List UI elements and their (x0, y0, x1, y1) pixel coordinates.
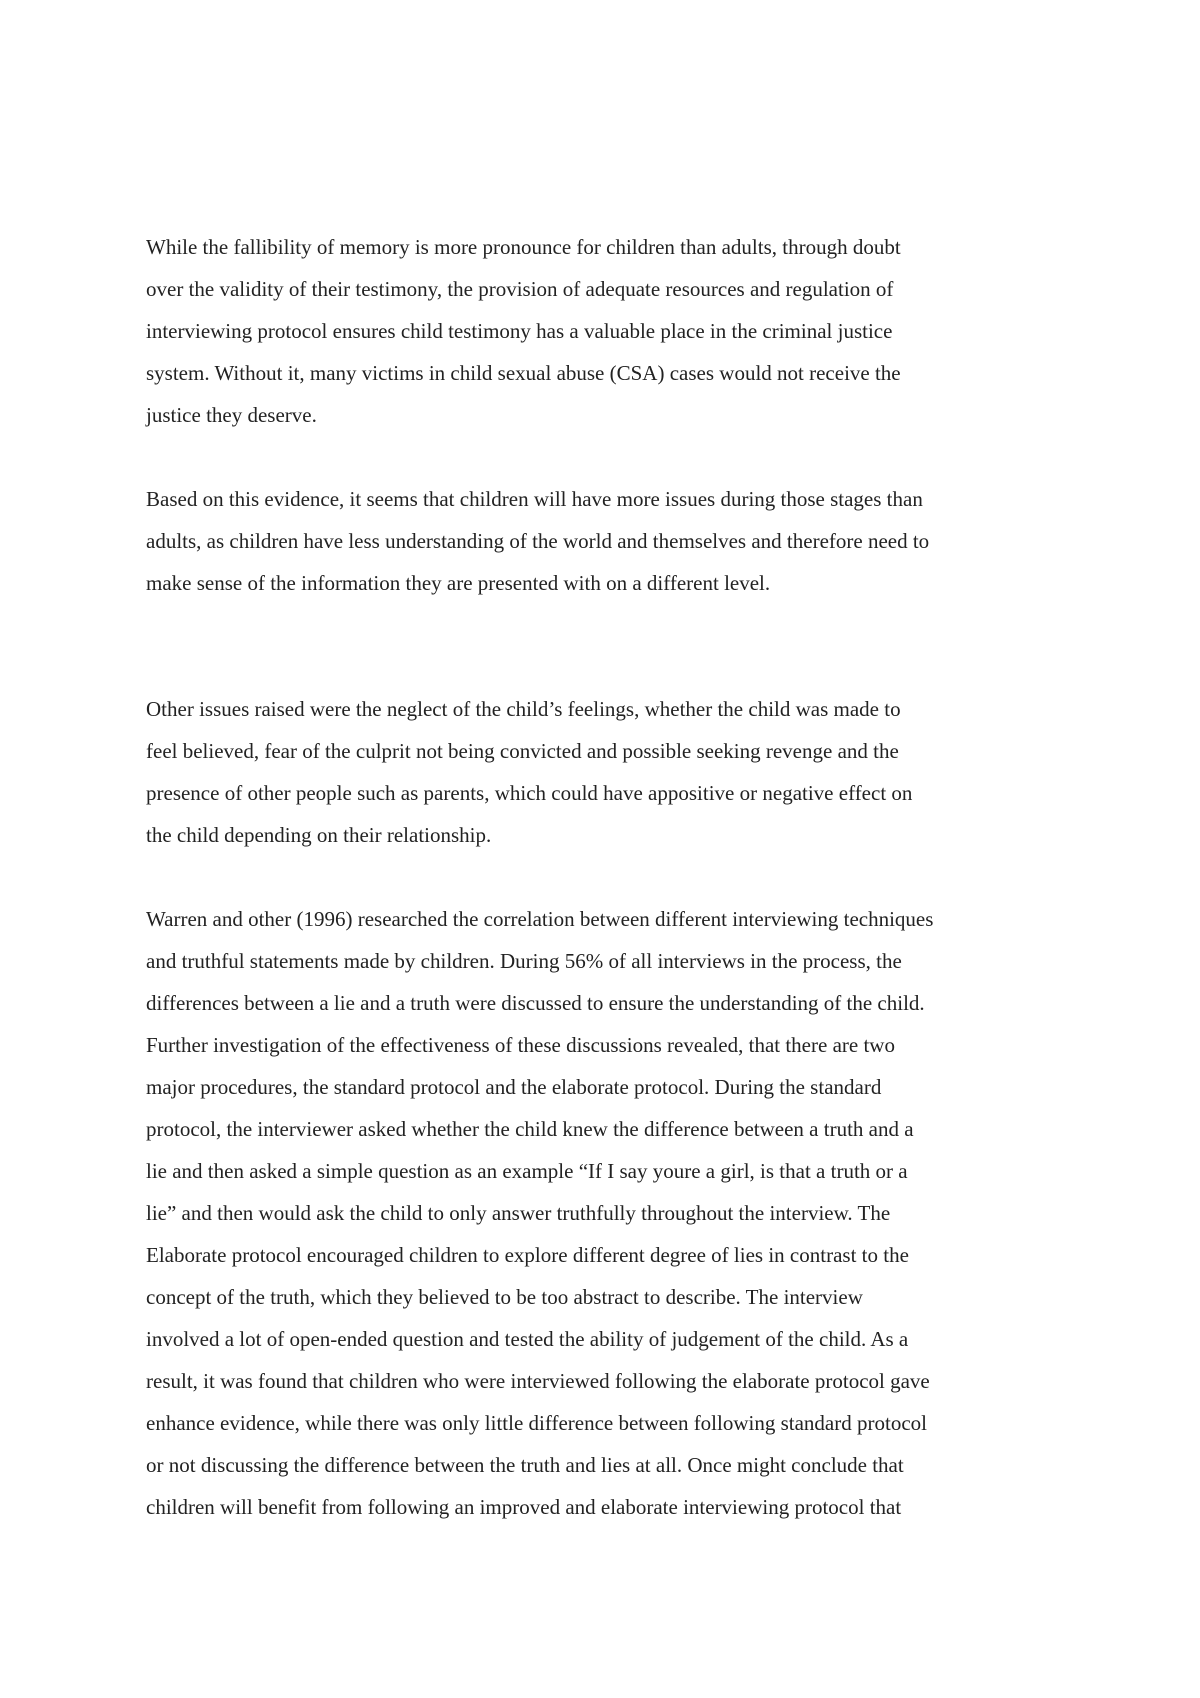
text-line: Warren and other (1996) researched the correlation between different interviewing techniques (146, 907, 934, 931)
text-line: over the validity of their testimony, the provision of adequate resources and regulation of (146, 277, 894, 301)
text-line: system. Without it, many victims in child sexual abuse (CSA) cases would not receive the (146, 361, 901, 385)
text-line: make sense of the information they are presented with on a different level. (146, 571, 771, 595)
text-line: children will benefit from following an improved and elaborate interviewing protocol that (146, 1495, 902, 1519)
text-line: interviewing protocol ensures child testimony has a valuable place in the criminal justice (146, 319, 893, 343)
paragraph-evidence-issues (146, 478, 1086, 604)
text-line: concept of the truth, which they believed to be too abstract to describe. The interview (146, 1285, 863, 1309)
text-line: Other issues raised were the neglect of the child’s feelings, whether the child was made to (146, 697, 901, 721)
text-line: Based on this evidence, it seems that children will have more issues during those stages than (146, 487, 923, 511)
text-line: protocol, the interviewer asked whether the child knew the difference between a truth and a (146, 1117, 914, 1141)
text-line: result, it was found that children who were interviewed following the elaborate protocol gave (146, 1369, 930, 1393)
text-line: enhance evidence, while there was only little difference between following standard protocol (146, 1411, 927, 1435)
text-line: major procedures, the standard protocol and the elaborate protocol. During the standard (146, 1075, 882, 1099)
text-line: feel believed, fear of the culprit not being convicted and possible seeking revenge and the (146, 739, 899, 763)
text-line: lie” and then would ask the child to only answer truthfully throughout the interview. The (146, 1201, 891, 1225)
text-line: Further investigation of the effectiveness of these discussions revealed, that there are two (146, 1033, 895, 1057)
text-line: involved a lot of open-ended question and tested the ability of judgement of the child. As a (146, 1327, 909, 1351)
text-line: While the fallibility of memory is more pronounce for children than adults, through doubt (146, 235, 901, 259)
paragraph-memory-fallibility (146, 226, 1086, 436)
text-line: or not discussing the difference between the truth and lies at all. Once might conclude that (146, 1453, 904, 1477)
text-line: differences between a lie and a truth were discussed to ensure the understanding of the child. (146, 991, 925, 1015)
text-line: the child depending on their relationship. (146, 823, 492, 847)
text-line: and truthful statements made by children. During 56% of all interviews in the process, the (146, 949, 902, 973)
text-line: lie and then asked a simple question as an example “If I say youre a girl, is that a truth or a (146, 1159, 908, 1183)
paragraph-other-issues (146, 688, 1086, 856)
paragraph-warren-research (146, 898, 1086, 1528)
text-line: justice they deserve. (146, 403, 317, 427)
text-line: presence of other people such as parents, which could have appositive or negative effect on (146, 781, 913, 805)
text-line: adults, as children have less understanding of the world and themselves and therefore need to (146, 529, 930, 553)
text-line: Elaborate protocol encouraged children to explore different degree of lies in contrast to the (146, 1243, 909, 1267)
